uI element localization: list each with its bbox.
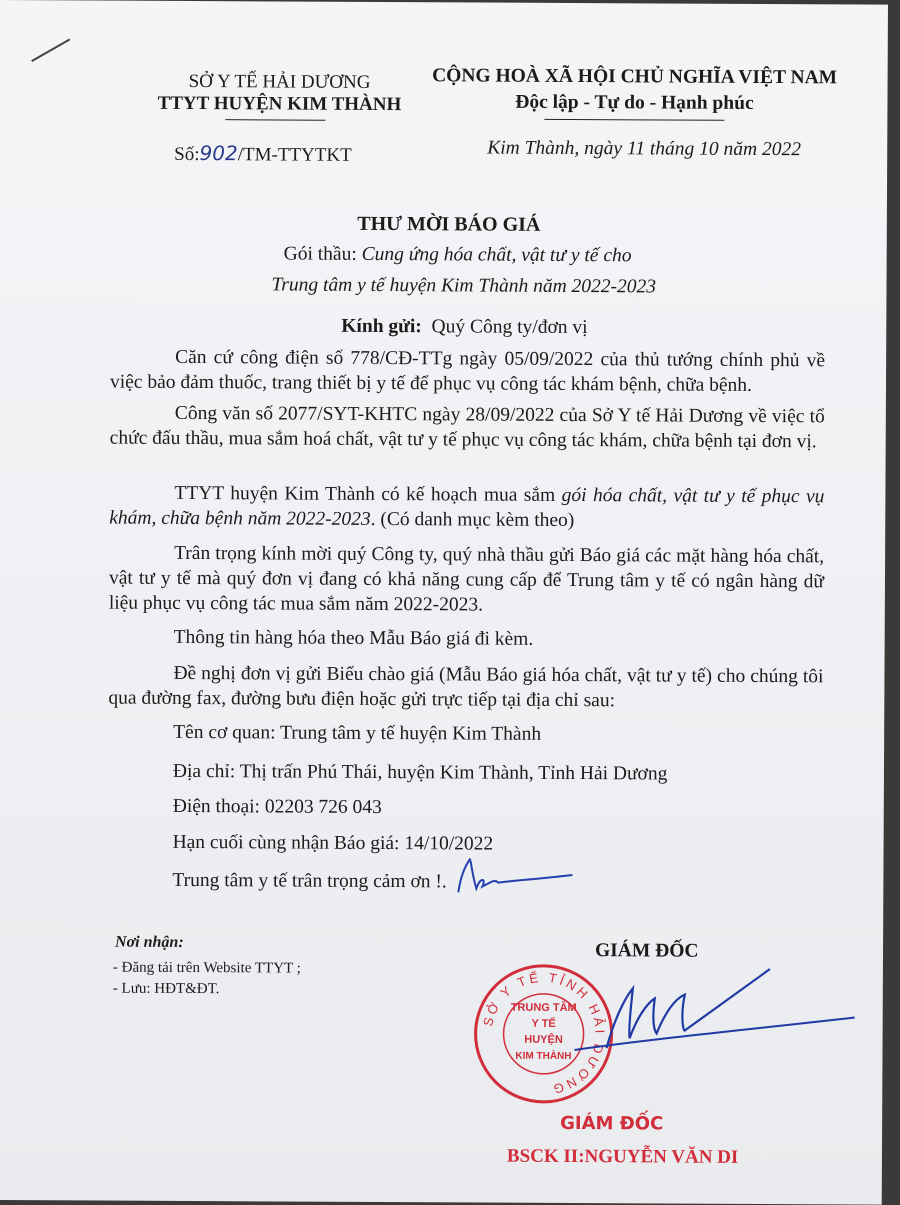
contact-deadline: Hạn cuối cùng nhận Báo giá: 14/10/2022	[172, 831, 494, 855]
seal-line-1: TRUNG TÂM	[510, 1001, 577, 1015]
greeting-label: Kính gửi:	[341, 315, 422, 338]
document-title: THƯ MỜI BÁO GIÁ	[357, 212, 541, 236]
national-motto: Độc lập - Tự do - Hạnh phúc	[515, 91, 754, 114]
paragraph-5: Thông tin hàng hóa theo Mẫu Báo giá đi kèm.	[173, 626, 534, 650]
contact-phone: Điện thoại: 02203 726 043	[172, 795, 382, 819]
number-prefix: Số:	[174, 143, 200, 166]
director-signature	[534, 958, 865, 1070]
contact-agency: Tên cơ quan: Trung tâm y tế huyện Kim Thành	[173, 721, 542, 745]
place-date: Kim Thành, ngày 11 tháng 10 năm 2022	[487, 137, 802, 161]
paragraph-3-end: . (Có danh mục kèm theo)	[370, 508, 575, 532]
seal-line-4: KIM THÀNH	[515, 1050, 572, 1063]
paragraph-6: Đề nghị đơn vị gửi Biểu chào giá (Mẫu Báo giá hóa chất, vật tư y tế) cho chúng tôi qua đường fax, đường bưu điện hoặc gửi trực tiếp tại địa chỉ sau:	[108, 662, 824, 712]
pen-mark	[30, 36, 75, 66]
number-handwritten: 902	[199, 141, 238, 166]
paragraph-3-italic: gói hóa chất, vật tư y tế phục vụ khám, chữa bệnh năm 2022-2023	[109, 484, 825, 530]
header-org: SỞ Y TẾ HẢI DƯƠNG	[188, 70, 371, 93]
subject-line-1	[284, 243, 632, 267]
paragraph-3-start: TTYT huyện Kim Thành có kế hoạch mua sắm	[174, 482, 562, 506]
seal-line-2: Y TẾ	[531, 1017, 556, 1030]
stamp-role: GIÁM ĐỐC	[560, 1112, 664, 1135]
greeting	[341, 316, 587, 339]
subject-line-2: Trung tâm y tế huyện Kim Thành năm 2022-2023	[271, 274, 657, 298]
seal-line-3: HUYỆN	[524, 1033, 563, 1046]
paragraph-3	[109, 481, 824, 535]
seal-ring-text: SỞ Y TẾ TỈNH HẢI DƯƠNG	[480, 969, 608, 1098]
stamp-name: BSCK II:NGUYỄN VĂN DI	[506, 1145, 739, 1168]
recipients-label: Nơi nhận:	[115, 933, 184, 951]
header-underline-right	[544, 119, 724, 121]
document-number	[174, 141, 352, 167]
thanks-line: Trung tâm y tế trân trọng cảm ơn !.	[172, 869, 447, 893]
recipient-item-1: - Đăng tải trên Website TTYT ;	[112, 959, 301, 977]
paragraph-2: Công văn số 2077/SYT-KHTC ngày 28/09/2022 của Sở Y tế Hải Dương về việc tổ chức đấu thầu, mua sắm hoá chất, vật tư y tế phục vụ công tác khám, chữa bệnh tại đơn vị.	[109, 402, 825, 453]
header-underline-left	[225, 119, 325, 121]
subject-text-1: Cung ứng hóa chất, vật tư y tế cho	[361, 243, 632, 267]
signer-role: GIÁM ĐỐC	[594, 940, 699, 962]
greeting-value: Quý Công ty/đơn vị	[431, 316, 588, 339]
initials-signature	[450, 852, 580, 903]
number-suffix: /TM-TTYTKT	[237, 144, 352, 166]
paragraph-1: Căn cứ công điện số 778/CĐ-TTg ngày 05/09/2022 của thủ tướng chính phủ về việc bảo đảm thuốc, trang thiết bị y tế để phục vụ công tác khám bệnh, chữa bệnh.	[109, 346, 826, 396]
country-name: CỘNG HOÀ XÃ HỘI CHỦ NGHĨA VIỆT NAM	[432, 65, 838, 89]
header-unit: TTYT HUYỆN KIM THÀNH	[157, 92, 402, 116]
recipient-item-2: - Lưu: HĐT&ĐT.	[112, 980, 220, 998]
subject-label: Gói thầu:	[283, 243, 362, 265]
paragraph-4: Trân trọng kính mời quý Công ty, quý nhà thầu gửi Báo giá các mặt hàng hóa chất, vật tư y tế mà quý đơn vị đang có khả năng cung cấp để Trung tâm y tế có ngân hàng dữ liệu phục vụ công tác mua sắm năm 2022-2023.	[108, 542, 825, 616]
contact-address: Địa chỉ: Thị trấn Phú Thái, huyện Kim Thành, Tỉnh Hải Dương	[172, 760, 668, 785]
